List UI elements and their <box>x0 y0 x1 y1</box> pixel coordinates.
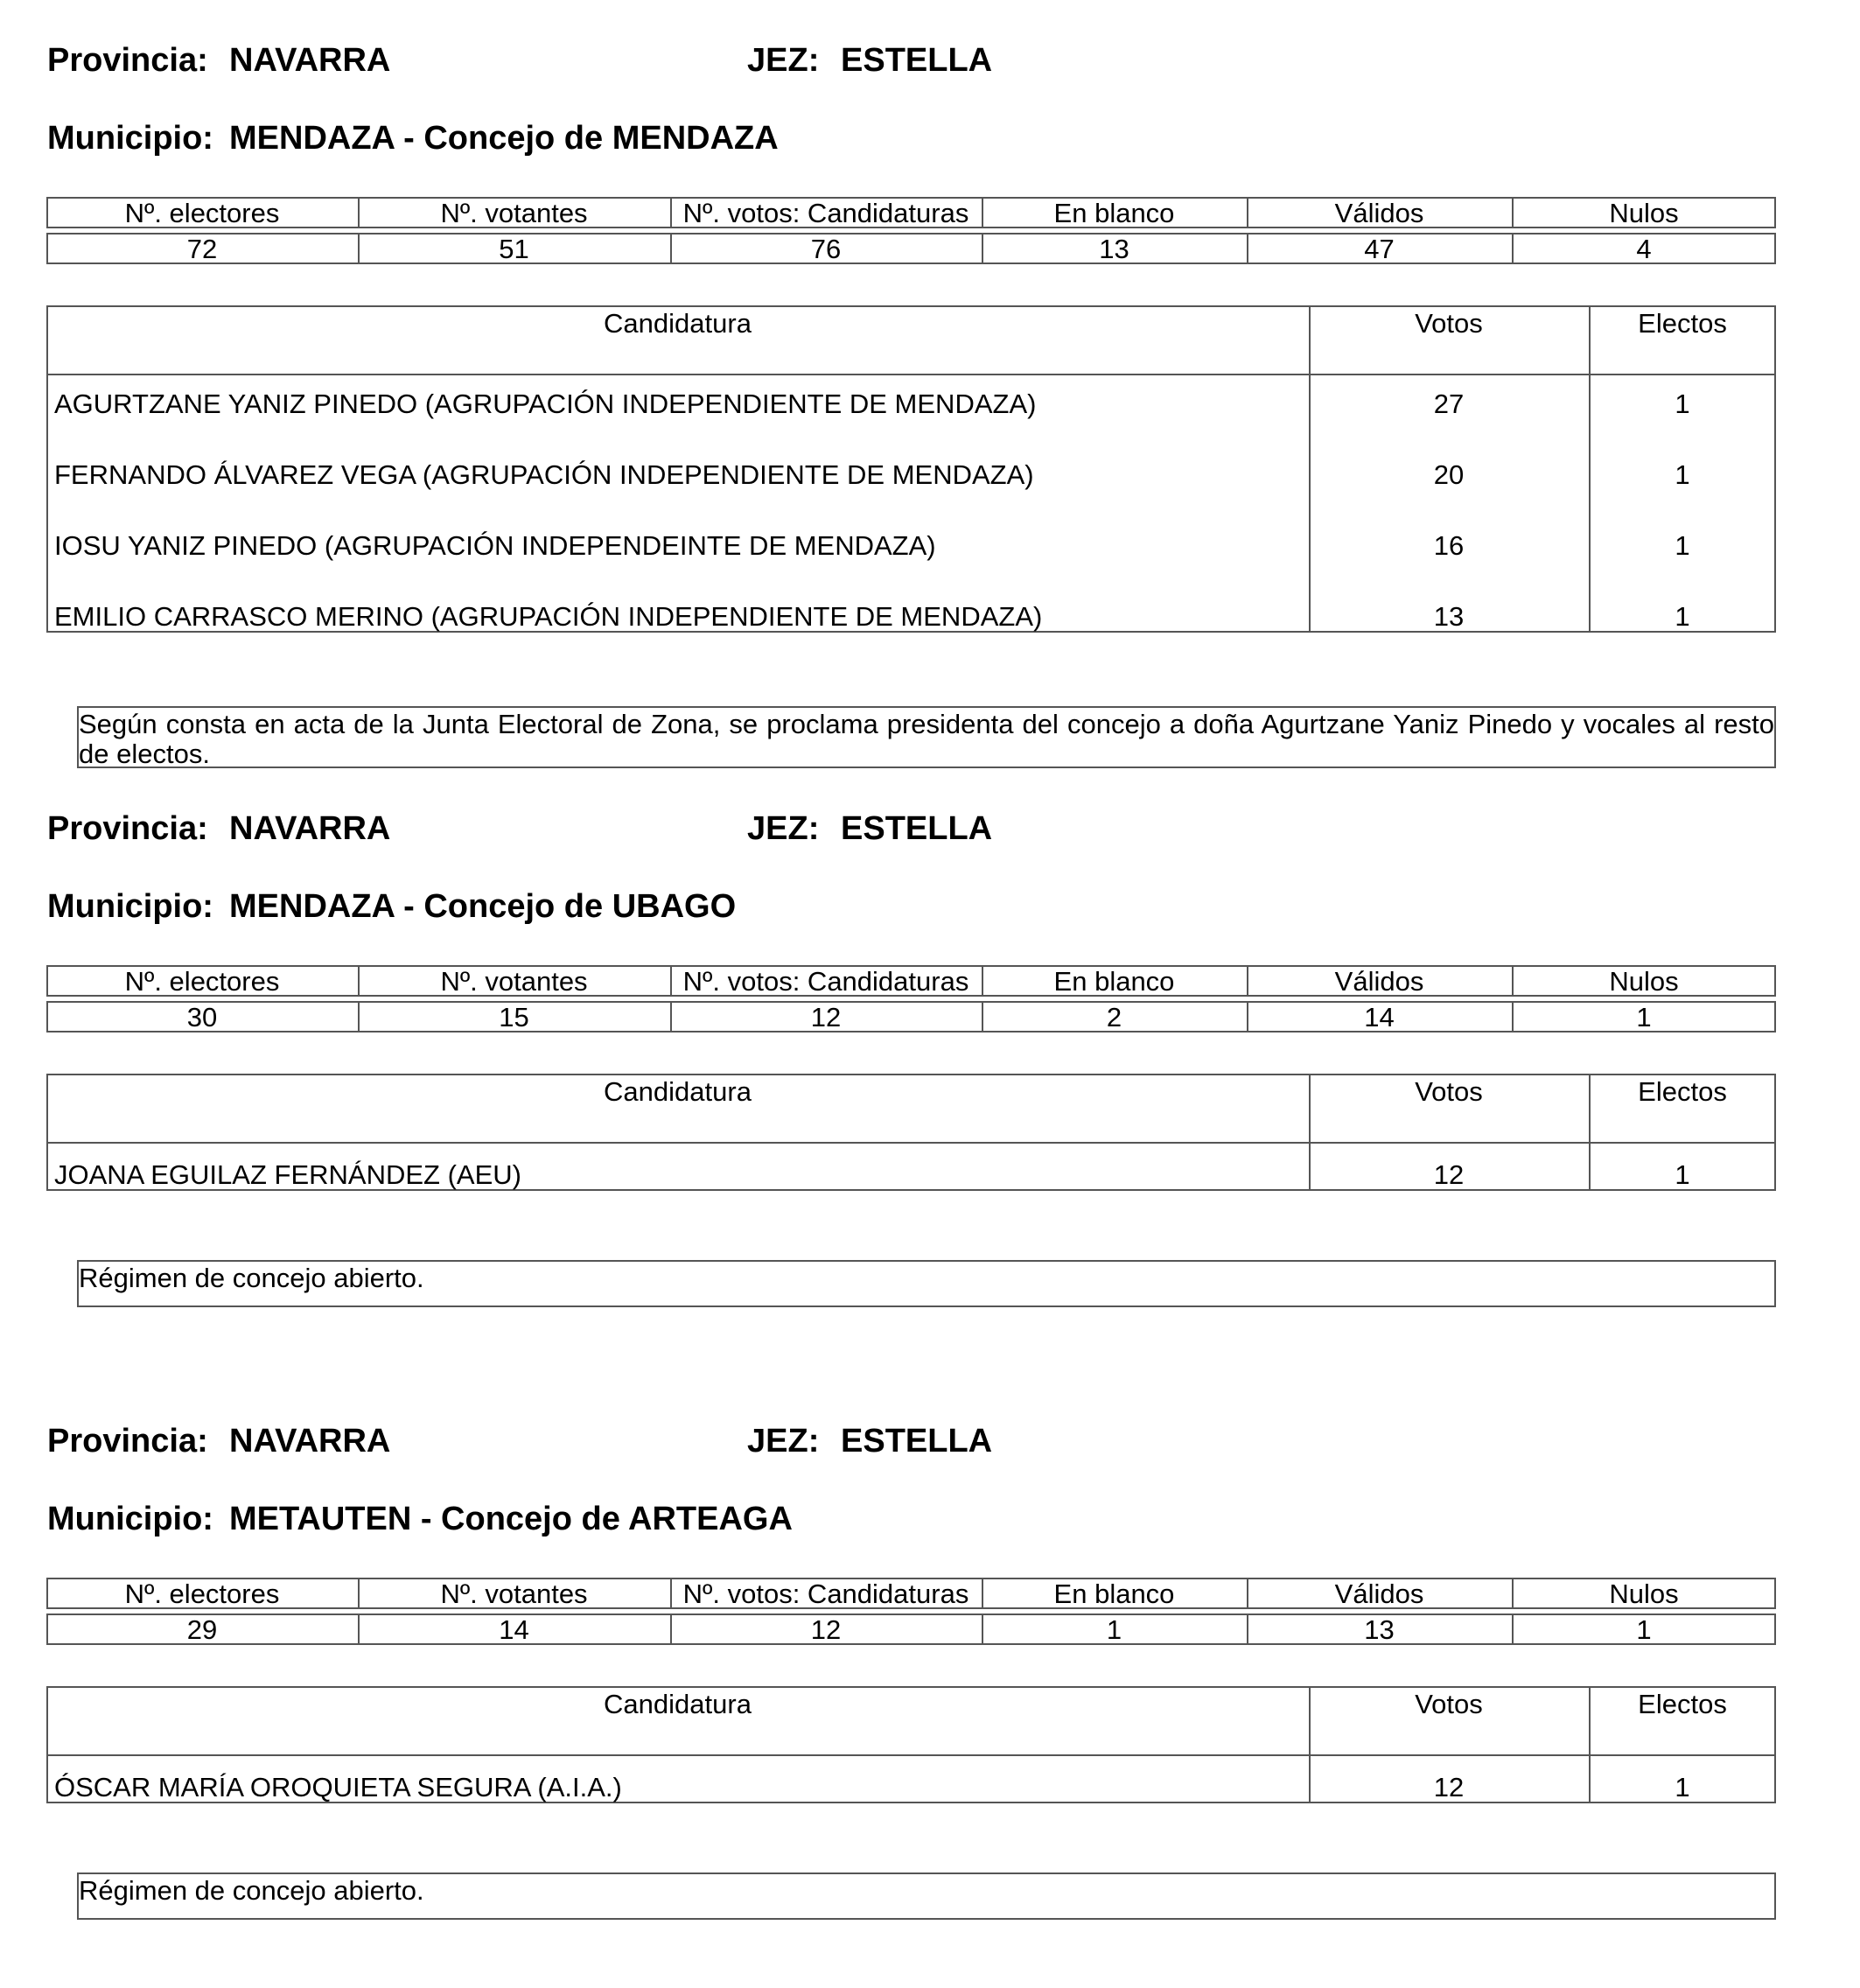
summary-value-cell: 13 <box>1364 1614 1395 1645</box>
proclamation-note: Régimen de concejo abierto. <box>77 1872 1776 1920</box>
provincia-value: NAVARRA <box>229 42 391 79</box>
candidate-votos: 16 <box>1433 530 1465 561</box>
proclamation-note: Según consta en acta de la Junta Electoral de Zona, se proclama presidenta del concejo a doña Agurtzane Yaniz Pinedo y vocales al resto de electos. <box>77 706 1776 768</box>
candidate-name: FERNANDO ÁLVAREZ VEGA (AGRUPACIÓN INDEPENDIENTE DE MENDAZA) <box>54 459 1034 490</box>
municipio-label: Municipio: <box>47 888 213 925</box>
candidate-electos: 1 <box>1675 1772 1690 1802</box>
candidate-header-cell: Votos <box>1415 308 1483 339</box>
summary-value-cell: 76 <box>810 234 842 264</box>
candidate-header-cell: Candidatura <box>604 308 752 339</box>
candidate-header-divider <box>46 1142 1776 1144</box>
summary-header-cell: En blanco <box>1053 198 1175 228</box>
candidate-votos: 12 <box>1433 1772 1465 1802</box>
candidate-electos: 1 <box>1675 388 1690 419</box>
candidate-header-cell: Candidatura <box>604 1076 752 1107</box>
summary-value-cell: 72 <box>186 234 218 264</box>
summary-value-cell: 4 <box>1636 234 1652 264</box>
summary-value-cell: 12 <box>810 1002 842 1032</box>
candidate-header-divider <box>46 1754 1776 1756</box>
candidate-votos: 20 <box>1433 459 1465 490</box>
candidate-electos: 1 <box>1675 530 1690 561</box>
summary-value-cell: 14 <box>499 1614 529 1645</box>
summary-header-cell: Nº. votantes <box>440 966 588 997</box>
jez-value: ESTELLA <box>841 42 993 79</box>
candidate-name: AGURTZANE YANIZ PINEDO (AGRUPACIÓN INDEPENDIENTE DE MENDAZA) <box>54 388 1037 419</box>
jez-label: JEZ: <box>747 1423 820 1460</box>
provincia-label: Provincia: <box>47 1423 208 1460</box>
candidate-header-cell: Votos <box>1415 1076 1483 1107</box>
jez-label: JEZ: <box>747 810 820 847</box>
summary-value-cell: 13 <box>1099 234 1129 264</box>
summary-value-cell: 29 <box>186 1614 218 1645</box>
summary-value-cell: 1 <box>1636 1614 1652 1645</box>
candidate-header-divider <box>46 374 1776 375</box>
candidate-votos: 12 <box>1433 1159 1465 1190</box>
summary-header-cell: Nº. electores <box>124 198 280 228</box>
provincia-value: NAVARRA <box>229 810 391 847</box>
proclamation-note: Régimen de concejo abierto. <box>77 1260 1776 1307</box>
summary-header-cell: Nº. votantes <box>440 1578 588 1609</box>
summary-header-cell: Nulos <box>1609 198 1679 228</box>
municipio-label: Municipio: <box>47 1501 213 1537</box>
candidate-votos: 27 <box>1433 388 1465 419</box>
municipio-value: MENDAZA - Concejo de UBAGO <box>229 888 737 925</box>
candidate-name: ÓSCAR MARÍA OROQUIETA SEGURA (A.I.A.) <box>54 1772 622 1802</box>
summary-header-cell: Nº. votos: Candidaturas <box>682 198 969 228</box>
summary-header-cell: En blanco <box>1053 966 1175 997</box>
provincia-label: Provincia: <box>47 42 208 79</box>
candidate-electos: 1 <box>1675 601 1690 632</box>
municipio-label: Municipio: <box>47 120 213 157</box>
summary-header-cell: Nº. electores <box>124 1578 280 1609</box>
municipio-value: METAUTEN - Concejo de ARTEAGA <box>229 1501 793 1537</box>
provincia-value: NAVARRA <box>229 1423 391 1460</box>
candidate-votos: 13 <box>1433 601 1465 632</box>
summary-value-cell: 14 <box>1364 1002 1395 1032</box>
summary-value-cell: 30 <box>186 1002 218 1032</box>
candidate-name: EMILIO CARRASCO MERINO (AGRUPACIÓN INDEPENDIENTE DE MENDAZA) <box>54 601 1043 632</box>
summary-value-cell: 51 <box>499 234 529 264</box>
summary-header-cell: Nulos <box>1609 966 1679 997</box>
summary-value-cell: 1 <box>1636 1002 1652 1032</box>
candidate-header-cell: Candidatura <box>604 1689 752 1719</box>
summary-header-cell: Válidos <box>1334 966 1424 997</box>
jez-value: ESTELLA <box>841 1423 993 1460</box>
candidate-electos: 1 <box>1675 459 1690 490</box>
candidate-name: JOANA EGUILAZ FERNÁNDEZ (AEU) <box>54 1159 521 1190</box>
summary-value-cell: 15 <box>499 1002 529 1032</box>
summary-header-cell: Válidos <box>1334 198 1424 228</box>
summary-header-cell: Nº. electores <box>124 966 280 997</box>
candidate-header-cell: Electos <box>1638 308 1727 339</box>
candidate-electos: 1 <box>1675 1159 1690 1190</box>
candidate-header-cell: Electos <box>1638 1689 1727 1719</box>
summary-value-cell: 47 <box>1364 234 1395 264</box>
jez-label: JEZ: <box>747 42 820 79</box>
summary-header-cell: Válidos <box>1334 1578 1424 1609</box>
candidate-name: IOSU YANIZ PINEDO (AGRUPACIÓN INDEPENDEINTE DE MENDAZA) <box>54 530 936 561</box>
candidate-header-cell: Electos <box>1638 1076 1727 1107</box>
candidate-header-cell: Votos <box>1415 1689 1483 1719</box>
summary-header-cell: Nº. votos: Candidaturas <box>682 966 969 997</box>
summary-value-cell: 1 <box>1106 1614 1122 1645</box>
summary-header-cell: En blanco <box>1053 1578 1175 1609</box>
summary-header-cell: Nº. votos: Candidaturas <box>682 1578 969 1609</box>
summary-value-cell: 12 <box>810 1614 842 1645</box>
summary-header-cell: Nulos <box>1609 1578 1679 1609</box>
summary-header-cell: Nº. votantes <box>440 198 588 228</box>
municipio-value: MENDAZA - Concejo de MENDAZA <box>229 120 779 157</box>
jez-value: ESTELLA <box>841 810 993 847</box>
provincia-label: Provincia: <box>47 810 208 847</box>
summary-value-cell: 2 <box>1106 1002 1122 1032</box>
